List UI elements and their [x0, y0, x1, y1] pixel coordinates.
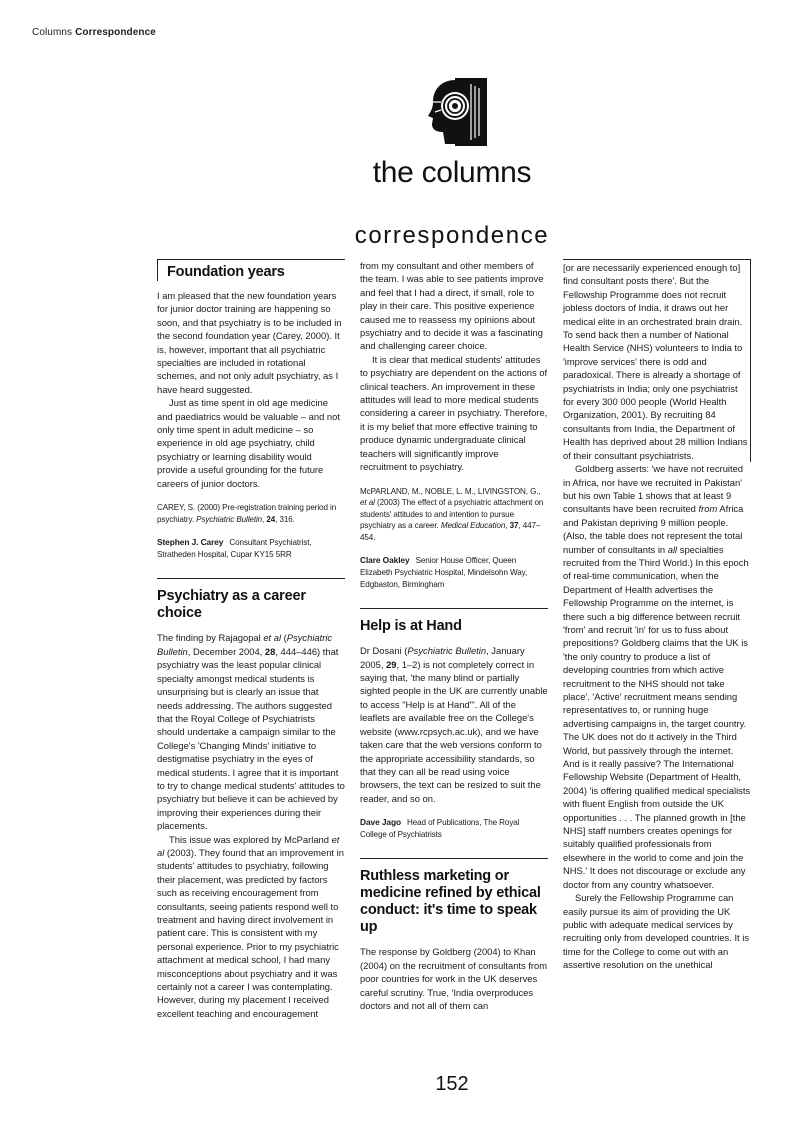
reference: CAREY, S. (2000) Pre-registration training period in psychiatry. Psychiatric Bulletin, 24, 316. — [157, 503, 337, 524]
column-left — [157, 259, 345, 1020]
letter-paragraph: Goldberg asserts: 'we have not recruited in Africa, nor have we recruited in Pakistan' but his own Table 1 shows that at least 9 consultants have been recruited from Africa and Pakistan depriving 9 million people. (Also, the table does not represent the total number of consultants in all specialties recruited from the Third World.) In this epoch of real-time communication, when the Department of Health advertises the Fellowship Programme on the internet, is there such a big difference between recruit 'from' and recruit 'in' for us to fuss about prepositions? Goldberg claims that the UK is 'the only country to produce a list of developing countries from which active recruitment to the NHS should not take place'. 'Active' recruitment means sending representatives to, or running huge advertising campaigns in, the target country. The UK does not do it actively in the Third World, but passively through the internet. And is it really passive? The International Fellowship Website (Department of Health, 2004) 'is offering qualified medical specialists with fluent English from outside the UK opportunities . . . The planned growth in [the NHS] staff numbers creates openings for suitably qualified professionals from elsewhere in the world to come and join the NHS.' It does not discourage or exclude any doctor from any country whatsoever. — [563, 463, 751, 890]
section-title: the columns — [372, 156, 532, 189]
head-profile-spiral-icon — [425, 78, 487, 146]
letter-paragraph: It is clear that medical students' attitudes to psychiatry are dependent on the actions of clinical teachers. An improvement in these attitudes will lead to more medical students considering a career in psychiatry. Therefore, it is my belief that more effective training to produce dynamic undergraduate clinical teachers will significantly improve recruitment to psychiatry. — [360, 353, 548, 473]
author-signature: Stephen J. Carey Consultant Psychiatrist, Stratheden Hospital, Cupar KY15 5RR — [157, 537, 312, 559]
running-head — [32, 27, 156, 38]
letter-paragraph: The response by Goldberg (2004) to Khan (2004) on the recruitment of consultants from poor countries for work in the UK deserves careful scrutiny. True, 'India overproduces doctors and not all of them can — [360, 946, 548, 1011]
letter-heading-help-at-hand: Help is at Hand — [360, 618, 462, 635]
section-subtitle: correspondence — [354, 222, 550, 249]
letter-paragraph: I am pleased that the new foundation years for junior doctor training are happening so soon, and that psychiatry is to be included in the second foundation year (Carey, 2000). It is, however, important that all psychiatric specialties are included in rotational schemes, and not only adult psychiatry, as I have heard suggested. — [157, 290, 342, 395]
letter-heading-foundation-years: Foundation years — [157, 259, 345, 281]
column-right — [563, 259, 751, 972]
letter-paragraph: Just as time spent in old age medicine and paediatrics would be valuable – and not only time spent in adult medicine – so experience in old age psychiatry, child psychiatry or learning disability would provide a useful grounding for the future careers of junior doctors. — [157, 397, 340, 489]
author-signature: Dave Jago Head of Publications, The Royal College of Psychiatrists — [360, 817, 520, 839]
letter-paragraph: This issue was explored by McParland et al (2003). They found that an improvement in students' attitudes to psychiatry, following their placement, was predicted by factors such as receiving encouragement from consultants, seeing patients respond well to treatment and having direct involvement in patient care. This is consistent with my personal experience. Prior to my psychiatric attachment at medical school, I had many misconceptions about psychiatry and it was certainly not a career I was contemplating. However, during my placement I received excellent teaching and encouragement — [157, 833, 344, 1019]
page-number: 152 — [435, 1073, 469, 1095]
letter-paragraph: [or are necessarily experienced enough to] find consultant posts there'. But the Fellowship Programme does not recruit jobless doctors of India, it draws out her medical elite in an orchestrated brain drain. To send back then a number of National Health Service (NHS) volunteers to India to 'improve services' there is odd and paradoxical. There is already a shortage of psychiatrists in India; only one psychiatrist for every 300 000 people (World Health Organization, 2001). By recruiting 84 consultants from India, the Department of Health has deprived about 28 million Indians of their consultant psychiatrists. — [563, 259, 751, 462]
letter-paragraph: Surely the Fellowship Programme can easily pursue its aim of providing the UK public with adequate medical services by recruiting only from developed countries. It is time for the College to come out with an assertive resolution on the unethical — [563, 892, 750, 971]
letter-heading-career-choice: Psychiatry as a career choice — [157, 588, 306, 622]
column-middle — [360, 259, 548, 1012]
running-head-section: Columns — [32, 27, 73, 38]
letter-paragraph: Dr Dosani (Psychiatric Bulletin, January 2005, 29, 1–2) is not completely correct in saying that, 'the many blind or partially sighted people in the UK are currently unable to access "Help is at Hand"'. All of the leaflets are available free on the College's website (www.rcpsych.ac.uk), and we have taken care that the web versions conform to the appropriate accessibility standards, so that they can all be read using voice browsers, the text can be resized to suit the reader, and so on. — [360, 645, 548, 804]
reference: McPARLAND, M., NOBLE, L. M., LIVINGSTON, G., et al (2003) The effect of a psychiatric attachment on students' attitudes to and intention to pursue psychiatry as a career. Medical Education, 37, 447–454. — [360, 486, 544, 542]
running-head-title: Correspondence — [75, 27, 156, 38]
letter-heading-ruthless-marketing: Ruthless marketing or medicine refined by ethical conduct: it's time to speak up — [360, 868, 541, 936]
letter-paragraph: The finding by Rajagopal et al (Psychiatric Bulletin, December 2004, 28, 444–446) that psychiatry was the least popular clinical specialty amongst medical students is unsurprising but is clearly an issue that needs addressing. The authors suggested that the Royal College of Psychiatrists should undertake a campaign similar to the College's 'Changing Minds' initiative to destigmatise psychiatry in the eyes of medical students. I agree that it is important to try to change medical students' attitudes to psychiatry but believe it can be achieved by improving their experiences during their placements. — [157, 632, 345, 832]
letter-paragraph: from my consultant and other members of the team. I was able to see patients improve and feel that I had a direct, if small, role to play in their care. This positive experience caused me to reassess my opinions about psychiatry and to decide it was a fascinating and challenging career choice. — [360, 260, 544, 352]
author-signature: Clare Oakley Senior House Officer, Queen Elizabeth Psychiatric Hospital, Mindelsohn Way, Edgbaston, Birmingham — [360, 555, 528, 589]
